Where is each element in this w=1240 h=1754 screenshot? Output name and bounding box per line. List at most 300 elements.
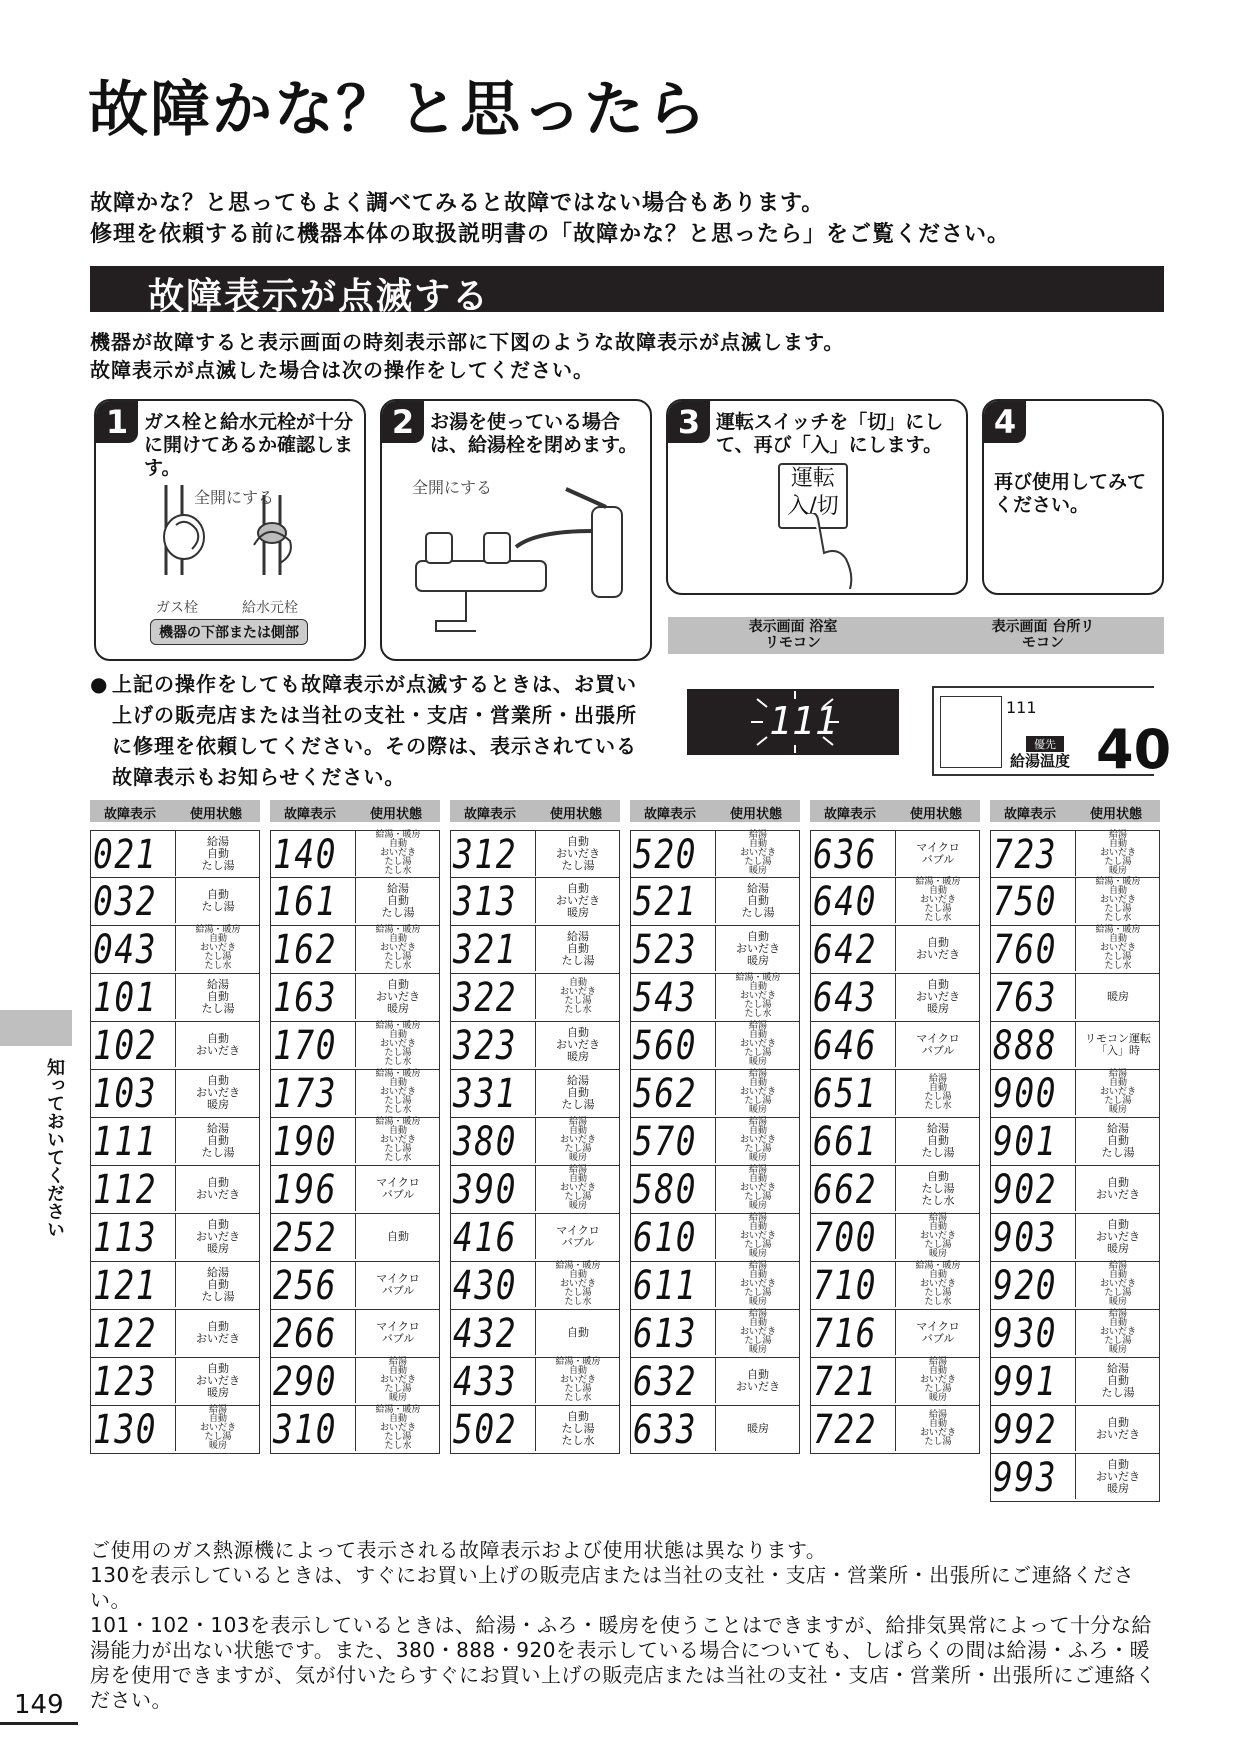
header-code: 故障表示 bbox=[1004, 807, 1057, 822]
usage-state: 給湯 自動 たし湯 bbox=[1075, 1118, 1160, 1163]
intro-line: 修理を依頼する前に機器本体の取扱説明書の「故障かな？と思ったら」をご覧ください。 bbox=[90, 222, 1011, 247]
table-row bbox=[810, 878, 980, 926]
error-code: 331 bbox=[453, 1071, 518, 1117]
error-code: 900 bbox=[993, 1071, 1058, 1117]
error-code: 903 bbox=[993, 1215, 1058, 1261]
usage-state: 自動 おいだき 暖房 bbox=[1075, 1214, 1160, 1259]
lead-line: 機器が故障すると表示画面の時刻表示部に下図のような故障表示が点滅します。 bbox=[90, 330, 845, 354]
table-row bbox=[90, 974, 260, 1022]
table-row bbox=[270, 1022, 440, 1070]
column-header bbox=[630, 800, 800, 822]
bullet-dot-icon: ● bbox=[90, 672, 109, 696]
error-code: 032 bbox=[93, 879, 158, 925]
usage-state: 自動 おいだき 暖房 bbox=[535, 1022, 620, 1067]
footer-line: 130を表示しているときは、すぐにお買い上げの販売店または当社の支社・支店・営業所・出張所にご連絡ください。 bbox=[90, 1563, 1135, 1612]
table-row bbox=[990, 926, 1160, 974]
header-state: 使用状態 bbox=[190, 807, 243, 822]
error-code: 433 bbox=[453, 1359, 518, 1405]
usage-state: 暖房 bbox=[715, 1406, 800, 1451]
code-column bbox=[810, 800, 980, 1454]
table-row bbox=[270, 1118, 440, 1166]
error-code: 130 bbox=[93, 1407, 158, 1453]
error-code: 430 bbox=[453, 1263, 518, 1309]
error-code: 196 bbox=[273, 1167, 338, 1213]
error-code: 163 bbox=[273, 975, 338, 1021]
error-code: 750 bbox=[993, 879, 1058, 925]
usage-state: マイクロ バブル bbox=[355, 1262, 440, 1307]
kitchen-error-code: 111 bbox=[1006, 698, 1037, 717]
usage-state: 給湯 自動 おいだき たし湯 暖房 bbox=[715, 831, 800, 876]
side-tab bbox=[0, 1010, 72, 1046]
header-state: 使用状態 bbox=[1090, 807, 1143, 822]
table-row bbox=[90, 1358, 260, 1406]
usage-state: 自動 おいだき bbox=[1075, 1406, 1160, 1451]
table-row bbox=[270, 974, 440, 1022]
table-row bbox=[990, 1406, 1160, 1454]
error-code: 103 bbox=[93, 1071, 158, 1117]
usage-state: 給湯 自動 おいだき たし湯 bbox=[895, 1406, 980, 1451]
usage-state: 給湯 自動 たし湯 bbox=[175, 831, 260, 876]
usage-state: 自動 おいだき たし湯 たし水 bbox=[535, 974, 620, 1019]
table-row bbox=[810, 1022, 980, 1070]
usage-state: 給湯 自動 おいだき たし湯 暖房 bbox=[895, 1358, 980, 1403]
usage-state: 給湯・暖房 自動 おいだき たし湯 たし水 bbox=[1075, 926, 1160, 971]
step-text: 再び使用してみてください。 bbox=[994, 471, 1147, 516]
usage-state: リモコン運転 「入」時 bbox=[1075, 1022, 1160, 1067]
faucet-illustration bbox=[396, 481, 636, 651]
error-code: 266 bbox=[273, 1311, 338, 1357]
temp-label: 給湯温度 bbox=[1010, 752, 1071, 770]
error-code: 636 bbox=[813, 832, 878, 878]
usage-state: 給湯 自動 たし湯 bbox=[175, 1118, 260, 1163]
usage-state: 給湯・暖房 自動 おいだき たし湯 たし水 bbox=[175, 926, 260, 971]
table-row bbox=[810, 1214, 980, 1262]
page-number-rule bbox=[0, 1722, 78, 1725]
error-code: 162 bbox=[273, 927, 338, 973]
usage-state: 給湯 自動 たし湯 bbox=[715, 878, 800, 923]
error-code: 570 bbox=[633, 1119, 698, 1165]
table-row bbox=[990, 830, 1160, 878]
usage-state: 給湯 自動 おいだき たし湯 暖房 bbox=[715, 1262, 800, 1307]
error-code: 723 bbox=[993, 832, 1058, 878]
usage-state: 給湯・暖房 自動 おいだき たし湯 たし水 bbox=[355, 926, 440, 971]
kitchen-remote-display bbox=[932, 686, 1172, 781]
table-row bbox=[810, 1406, 980, 1454]
remote-label-bar bbox=[668, 617, 1164, 654]
table-row bbox=[90, 1262, 260, 1310]
step-number: 1 bbox=[96, 401, 138, 443]
table-row bbox=[450, 974, 620, 1022]
usage-state: 給湯 自動 おいだき たし湯 暖房 bbox=[535, 1166, 620, 1211]
error-code: 610 bbox=[633, 1215, 698, 1261]
side-label: 知っておいてください bbox=[44, 1058, 65, 1238]
code-column bbox=[630, 800, 800, 1454]
table-row bbox=[810, 1310, 980, 1358]
usage-state: 給湯 自動 たし湯 bbox=[895, 1118, 980, 1163]
error-code: 112 bbox=[93, 1167, 158, 1213]
table-row bbox=[270, 878, 440, 926]
table-row bbox=[270, 1358, 440, 1406]
error-code: 700 bbox=[813, 1215, 878, 1261]
bath-remote-label: 表示画面 浴室リモコン bbox=[748, 619, 838, 651]
lead-text bbox=[90, 328, 844, 384]
error-code: 380 bbox=[453, 1119, 518, 1165]
table-row bbox=[630, 926, 800, 974]
usage-state: 自動 おいだき 暖房 bbox=[175, 1070, 260, 1115]
header-code: 故障表示 bbox=[644, 807, 697, 822]
error-code: 102 bbox=[93, 1023, 158, 1069]
table-row bbox=[990, 1022, 1160, 1070]
table-row bbox=[90, 878, 260, 926]
table-row bbox=[990, 1118, 1160, 1166]
usage-state: 自動 おいだき たし湯 bbox=[535, 831, 620, 876]
table-row bbox=[270, 1406, 440, 1454]
intro-line: 故障かな？と思ってもよく調べてみると故障ではない場合もあります。 bbox=[90, 191, 825, 216]
usage-state: 自動 おいだき 暖房 bbox=[535, 878, 620, 923]
usage-state: 給湯・暖房 自動 おいだき たし湯 たし水 bbox=[1075, 878, 1160, 923]
table-row bbox=[630, 1070, 800, 1118]
usage-state: 給湯 自動 おいだき たし湯 暖房 bbox=[715, 1310, 800, 1355]
table-row bbox=[990, 878, 1160, 926]
usage-state: 給湯 自動 たし湯 bbox=[535, 1070, 620, 1115]
usage-state: 給湯 自動 おいだき たし湯 暖房 bbox=[1075, 1070, 1160, 1115]
table-row bbox=[630, 830, 800, 878]
table-row bbox=[90, 1070, 260, 1118]
error-code: 170 bbox=[273, 1023, 338, 1069]
usage-state: 自動 おいだき 暖房 bbox=[175, 1358, 260, 1403]
table-row bbox=[450, 1118, 620, 1166]
error-code: 123 bbox=[93, 1359, 158, 1405]
usage-state: 給湯 自動 おいだき たし湯 暖房 bbox=[715, 1166, 800, 1211]
error-code: 502 bbox=[453, 1407, 518, 1453]
error-code: 902 bbox=[993, 1167, 1058, 1213]
illustration-label: 全開にする bbox=[194, 488, 275, 507]
usage-state: 自動 おいだき 暖房 bbox=[1075, 1454, 1160, 1499]
usage-state: 自動 bbox=[355, 1214, 440, 1259]
table-row bbox=[990, 974, 1160, 1022]
error-code: 043 bbox=[93, 927, 158, 973]
error-code: 520 bbox=[633, 832, 698, 878]
step-text: お湯を使っている場合は、給湯栓を閉めます。 bbox=[430, 411, 638, 456]
usage-state: 給湯・暖房 自動 おいだき たし湯 たし水 bbox=[355, 1070, 440, 1115]
usage-state: 自動 おいだき bbox=[1075, 1166, 1160, 1211]
step-number: 2 bbox=[382, 401, 424, 443]
table-row bbox=[990, 1454, 1160, 1502]
usage-state: 自動 おいだき bbox=[175, 1166, 260, 1211]
table-row bbox=[810, 830, 980, 878]
error-code: 716 bbox=[813, 1311, 878, 1357]
header-state: 使用状態 bbox=[910, 807, 963, 822]
section-header bbox=[90, 266, 1164, 317]
error-code: 021 bbox=[93, 832, 158, 878]
step-3 bbox=[666, 399, 968, 595]
usage-state: 自動 おいだき bbox=[175, 1022, 260, 1067]
table-row bbox=[990, 1070, 1160, 1118]
usage-state: 自動 おいだき 暖房 bbox=[355, 974, 440, 1019]
table-row bbox=[90, 1214, 260, 1262]
error-code: 633 bbox=[633, 1407, 698, 1453]
error-code: 993 bbox=[993, 1455, 1058, 1501]
table-row bbox=[270, 1166, 440, 1214]
usage-state: 給湯・暖房 自動 おいだき たし湯 たし水 bbox=[535, 1262, 620, 1307]
gas-valve-label: ガス栓 bbox=[156, 600, 198, 616]
page-title: 故障かな？と思ったら bbox=[88, 75, 708, 145]
table-row bbox=[90, 1406, 260, 1454]
footer-line: ご使用のガス熱源機によって表示される故障表示および使用状態は異なります。 bbox=[90, 1538, 827, 1562]
intro-text bbox=[90, 188, 1010, 250]
error-code: 888 bbox=[993, 1023, 1058, 1069]
header-state: 使用状態 bbox=[550, 807, 603, 822]
usage-state: 給湯・暖房 自動 おいだき たし湯 たし水 bbox=[715, 974, 800, 1019]
error-code: 662 bbox=[813, 1167, 878, 1213]
table-row bbox=[90, 1118, 260, 1166]
error-code: 763 bbox=[993, 975, 1058, 1021]
error-code: 560 bbox=[633, 1023, 698, 1069]
error-code: 523 bbox=[633, 927, 698, 973]
table-row bbox=[630, 1358, 800, 1406]
usage-state: 自動 bbox=[535, 1310, 620, 1355]
table-row bbox=[450, 1214, 620, 1262]
table-row bbox=[270, 926, 440, 974]
table-row bbox=[630, 1118, 800, 1166]
page-number: 149 bbox=[14, 1690, 64, 1720]
valve-hands-illustration bbox=[146, 485, 326, 585]
temp-value: 40 bbox=[1096, 718, 1172, 781]
footer-line: 101・102・103を表示しているときは、給湯・ふろ・暖房を使うことはできますが、給排気異常によって十分な給湯能力が出ない状態です。また、380・888・920を表示している場合についても、しばらくの間は給湯・ふろ・暖房を使用できますが、気が付いたらすぐにお買い上げの販売店または当社の支社・支店・営業所・出張所にご連絡ください。 bbox=[90, 1613, 1156, 1712]
table-row bbox=[810, 974, 980, 1022]
table-row bbox=[630, 1166, 800, 1214]
column-header bbox=[270, 800, 440, 822]
error-code: 613 bbox=[633, 1311, 698, 1357]
usage-state: 給湯 自動 たし湯 bbox=[175, 1262, 260, 1307]
step-1 bbox=[94, 399, 366, 661]
usage-state: 自動 おいだき 暖房 bbox=[715, 926, 800, 971]
error-code: 312 bbox=[453, 832, 518, 878]
table-row bbox=[630, 1406, 800, 1454]
table-row bbox=[630, 878, 800, 926]
error-code: 992 bbox=[993, 1407, 1058, 1453]
table-row bbox=[630, 1022, 800, 1070]
usage-state: 自動 おいだき 暖房 bbox=[895, 974, 980, 1019]
usage-state: マイクロ バブル bbox=[895, 1310, 980, 1355]
table-row bbox=[810, 1070, 980, 1118]
usage-state: 給湯 自動 おいだき たし湯 暖房 bbox=[715, 1070, 800, 1115]
usage-state: 給湯 自動 おいだき たし湯 暖房 bbox=[175, 1406, 260, 1451]
usage-state: 自動 おいだき bbox=[715, 1358, 800, 1403]
usage-state: 給湯・暖房 自動 おいだき たし湯 たし水 bbox=[355, 1118, 440, 1163]
usage-state: 給湯 自動 おいだき たし湯 暖房 bbox=[715, 1022, 800, 1067]
bath-error-code: 111 bbox=[769, 699, 838, 743]
kitchen-remote-label: 表示画面 台所リモコン bbox=[991, 619, 1095, 651]
pointing-finger-icon bbox=[802, 513, 862, 589]
table-row bbox=[90, 1310, 260, 1358]
usage-state: 給湯 自動 たし湯 たし水 bbox=[895, 1070, 980, 1115]
header-state: 使用状態 bbox=[730, 807, 783, 822]
table-row bbox=[450, 830, 620, 878]
usage-state: 給湯 自動 たし湯 bbox=[535, 926, 620, 971]
usage-state: 自動 おいだき 暖房 bbox=[175, 1214, 260, 1259]
priority-badge: 優先 bbox=[1026, 736, 1064, 752]
error-code: 646 bbox=[813, 1023, 878, 1069]
error-code: 543 bbox=[633, 975, 698, 1021]
code-column bbox=[450, 800, 620, 1454]
table-row bbox=[270, 1262, 440, 1310]
usage-state: マイクロ バブル bbox=[895, 1022, 980, 1067]
usage-state: マイクロ バブル bbox=[895, 831, 980, 876]
step-4 bbox=[982, 399, 1164, 595]
error-code: 611 bbox=[633, 1263, 698, 1309]
usage-state: 給湯 自動 おいだき たし湯 暖房 bbox=[715, 1214, 800, 1259]
error-code: 760 bbox=[993, 927, 1058, 973]
column-header bbox=[990, 800, 1160, 822]
usage-state: 給湯・暖房 自動 おいだき たし湯 たし水 bbox=[355, 831, 440, 876]
table-row bbox=[990, 1214, 1160, 1262]
section-title: 故障表示が点滅する bbox=[148, 276, 491, 317]
table-row bbox=[90, 926, 260, 974]
usage-state: 自動 おいだき bbox=[175, 1310, 260, 1355]
table-row bbox=[450, 1166, 620, 1214]
error-code: 323 bbox=[453, 1023, 518, 1069]
error-code: 721 bbox=[813, 1359, 878, 1405]
table-row bbox=[810, 1166, 980, 1214]
error-code: 121 bbox=[93, 1263, 158, 1309]
error-code: 632 bbox=[633, 1359, 698, 1405]
table-row bbox=[810, 926, 980, 974]
usage-state: 給湯・暖房 自動 おいだき たし湯 たし水 bbox=[355, 1022, 440, 1067]
error-code: 252 bbox=[273, 1215, 338, 1261]
error-code: 991 bbox=[993, 1359, 1058, 1405]
code-column bbox=[990, 800, 1160, 1502]
usage-state: 給湯 自動 たし湯 bbox=[175, 974, 260, 1019]
error-code: 322 bbox=[453, 975, 518, 1021]
usage-state: マイクロ バブル bbox=[355, 1310, 440, 1355]
table-row bbox=[270, 1214, 440, 1262]
usage-state: 給湯 自動 おいだき たし湯 暖房 bbox=[1075, 1310, 1160, 1355]
usage-state: 給湯 自動 おいだき たし湯 暖房 bbox=[1075, 831, 1160, 876]
error-code: 580 bbox=[633, 1167, 698, 1213]
table-row bbox=[990, 1262, 1160, 1310]
usage-state: 自動 たし湯 たし水 bbox=[535, 1406, 620, 1451]
usage-state: 給湯・暖房 自動 おいだき たし湯 たし水 bbox=[355, 1406, 440, 1451]
table-row bbox=[810, 1358, 980, 1406]
error-code: 901 bbox=[993, 1119, 1058, 1165]
column-header bbox=[810, 800, 980, 822]
error-code: 640 bbox=[813, 879, 878, 925]
step-text: ガス栓と給水元栓が十分に開けてあるか確認します。 bbox=[144, 411, 354, 479]
usage-state: 自動 おいだき bbox=[895, 926, 980, 971]
table-row bbox=[990, 1358, 1160, 1406]
kitchen-icon-box bbox=[940, 696, 1002, 768]
footer-notes bbox=[90, 1538, 1170, 1713]
error-code: 390 bbox=[453, 1167, 518, 1213]
table-row bbox=[450, 878, 620, 926]
table-row bbox=[450, 1310, 620, 1358]
error-code: 310 bbox=[273, 1407, 338, 1453]
error-code: 101 bbox=[93, 975, 158, 1021]
usage-state: 給湯・暖房 自動 おいだき たし湯 たし水 bbox=[895, 878, 980, 923]
step-number: 3 bbox=[668, 401, 710, 443]
header-code: 故障表示 bbox=[104, 807, 157, 822]
error-code: 190 bbox=[273, 1119, 338, 1165]
column-header bbox=[450, 800, 620, 822]
error-code: 313 bbox=[453, 879, 518, 925]
bullet-note bbox=[90, 669, 655, 793]
lead-line: 故障表示が点滅した場合は次の操作をしてください。 bbox=[90, 358, 594, 382]
table-row bbox=[630, 1310, 800, 1358]
error-code: 920 bbox=[993, 1263, 1058, 1309]
table-row bbox=[270, 1070, 440, 1118]
usage-state: 自動 たし湯 たし水 bbox=[895, 1166, 980, 1211]
error-code: 521 bbox=[633, 879, 698, 925]
table-row bbox=[450, 1406, 620, 1454]
error-code: 256 bbox=[273, 1263, 338, 1309]
table-row bbox=[810, 1118, 980, 1166]
table-row bbox=[90, 1166, 260, 1214]
error-code: 122 bbox=[93, 1311, 158, 1357]
usage-state: 給湯 自動 おいだき たし湯 暖房 bbox=[895, 1214, 980, 1259]
table-row bbox=[990, 1310, 1160, 1358]
header-state: 使用状態 bbox=[370, 807, 423, 822]
error-code: 643 bbox=[813, 975, 878, 1021]
usage-state: マイクロ バブル bbox=[355, 1166, 440, 1211]
code-column bbox=[270, 800, 440, 1454]
usage-state: 給湯 自動 おいだき たし湯 暖房 bbox=[355, 1358, 440, 1403]
usage-state: 給湯 自動 おいだき たし湯 暖房 bbox=[535, 1118, 620, 1163]
column-header bbox=[90, 800, 260, 822]
table-row bbox=[270, 1310, 440, 1358]
error-code: 321 bbox=[453, 927, 518, 973]
error-code: 651 bbox=[813, 1071, 878, 1117]
usage-state: マイクロ バブル bbox=[535, 1214, 620, 1259]
table-row bbox=[630, 1214, 800, 1262]
error-code: 111 bbox=[93, 1119, 158, 1165]
usage-state: 給湯 自動 たし湯 bbox=[355, 878, 440, 923]
error-code: 161 bbox=[273, 879, 338, 925]
usage-state: 給湯 自動 おいだき たし湯 暖房 bbox=[1075, 1262, 1160, 1307]
usage-state: 自動 たし湯 bbox=[175, 878, 260, 923]
table-row bbox=[810, 1262, 980, 1310]
table-row bbox=[450, 1262, 620, 1310]
error-code: 140 bbox=[273, 832, 338, 878]
error-code: 113 bbox=[93, 1215, 158, 1261]
bath-remote-display bbox=[687, 689, 899, 755]
header-code: 故障表示 bbox=[284, 807, 337, 822]
illustration-label: 全開にする bbox=[412, 478, 493, 497]
error-code: 642 bbox=[813, 927, 878, 973]
table-row bbox=[450, 1358, 620, 1406]
bullet-text: 上記の操作をしても故障表示が点滅するときは、お買い上げの販売店または当社の支社・支店・営業所・出張所に修理を依頼してください。その際は、表示されている故障表示もお知らせください。 bbox=[112, 672, 637, 789]
step-number: 4 bbox=[984, 401, 1026, 443]
error-code: 562 bbox=[633, 1071, 698, 1117]
table-row bbox=[630, 974, 800, 1022]
table-row bbox=[90, 1022, 260, 1070]
error-code: 432 bbox=[453, 1311, 518, 1357]
table-row bbox=[990, 1166, 1160, 1214]
error-code: 930 bbox=[993, 1311, 1058, 1357]
table-row bbox=[90, 830, 260, 878]
error-code: 722 bbox=[813, 1407, 878, 1453]
usage-state: 給湯・暖房 自動 おいだき たし湯 たし水 bbox=[535, 1358, 620, 1403]
table-row bbox=[450, 1022, 620, 1070]
usage-state: 給湯 自動 たし湯 bbox=[1075, 1358, 1160, 1403]
power-button-sublabel: 入/切 bbox=[787, 494, 839, 519]
power-button-label: 運転 bbox=[790, 466, 835, 491]
error-code: 710 bbox=[813, 1263, 878, 1309]
code-column bbox=[90, 800, 260, 1454]
step-text: 運転スイッチを「切」にして、再び「入」にします。 bbox=[716, 411, 944, 456]
step-2 bbox=[380, 399, 652, 661]
location-tag: 機器の下部または側部 bbox=[150, 619, 308, 645]
